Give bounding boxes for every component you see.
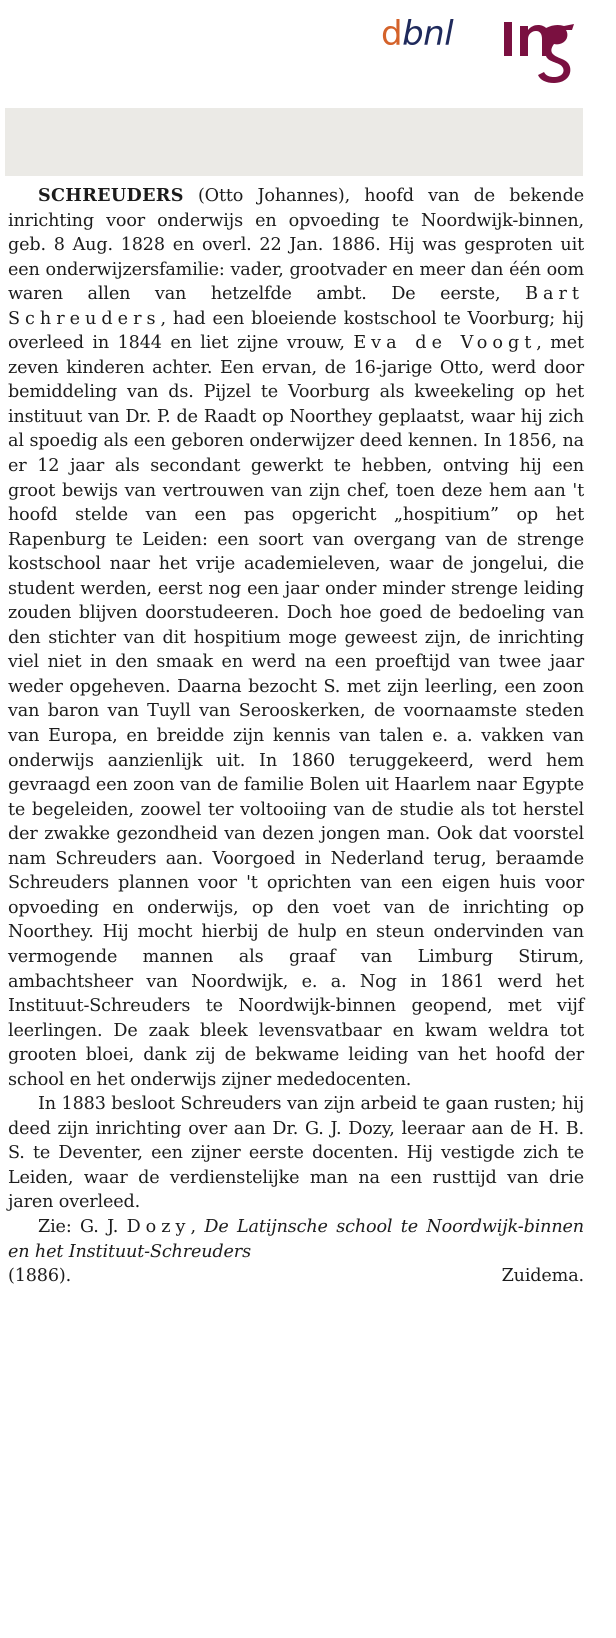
article-body [8, 184, 584, 1289]
dbnl-logo-bnl: bnl [402, 14, 454, 54]
headword: SCHREUDERS [38, 185, 184, 206]
paragraph-1 [8, 184, 584, 1092]
paragraph-2: In 1883 besloot Schreuders van zijn arbeid te gaan rusten; hij deed zijn inrichting over aan Dr. G. J. Dozy, leeraar aan de H. B. S. te Deventer, een zijner eerste docenten. Hij vestigde zich te Leiden, waar de verdienstelijke man na een rusttijd van drie jaren overleed. [8, 1094, 584, 1213]
dbnl-logo[interactable] [381, 14, 453, 54]
reference-author: Dozy [126, 1216, 191, 1237]
person-name: Eva de Voogt [353, 333, 537, 354]
reference-prefix: Zie: G. J. [38, 1216, 127, 1237]
paragraph-1-intro: (Otto Johannes), hoofd van de bekende inrichting voor onderwijs en opvoeding te Noordwijk-binnen, geb. 8 Aug. 1828 en overl. 22 Jan. 1886. Hij was gesproten uit een onderwijzersfamilie: vader, grootvader en meer dan één oom waren allen van hetzelfde ambt. De eerste, [8, 186, 584, 305]
reference-title: De Latijnsche school te Noordwijk-binnen en het Instituut-Schreuders [8, 1216, 584, 1262]
ing-logo-icon[interactable] [500, 12, 580, 96]
signature-row [8, 1264, 584, 1289]
banner-bar [5, 108, 583, 176]
person-name: Bart Schreuders [8, 284, 584, 329]
paragraph-1-rest: , met zeven kinderen achter. Een ervan, de 16-jarige Otto, werd door bemiddeling van ds. Pijzel te Voorburg als kweekeling op het instituut van Dr. P. de Raadt op Noorthey geplaatst, waar hij zich al spoedig als een geboren onderwijzer deed kennen. In 1856, na er 12 jaar als secondant gewerkt te hebben, ontving hij een groot bewijs van vertrouwen van zijn chef, toen deze hem aan 't hoofd stelde van een pas opgericht „hospitium” op het Rapenburg te Leiden: een soort van overgang van de strenge kostschool naar het vrije academieleven, waar de jongelui, die student werden, eerst nog een jaar onder minder strenge leiding zouden blijven doorstudeeren. Doch hoe goed de bedoeling van den stichter van dit hospitium moge geweest zijn, de inrichting viel niet in den smaak en werd na een proeftijd van twee jaar weder opgeheven. Daarna bezocht S. met zijn leerling, een zoon van baron van Tuyll van Serooskerken, de voornaamste steden van Europa, en breidde zijn kennis van talen e. a. vakken van onderwijs aanzienlijk uit. In 1860 teruggekeerd, werd hem gevraagd een zoon van de familie Bolen uit Haarlem naar Egypte te begeleiden, zoowel ter voltooiing van de studie als tot herstel der zwakke gezondheid van dezen jongen man. Ook dat voorstel nam Schreuders aan. Voorgoed in Nederland terug, beraamde Schreuders plannen voor 't oprichten van een eigen huis voor opvoeding en onderwijs, op den voet van de inrichting op Noorthey. Hij mocht hierbij de hulp en steun ondervinden van vermogende mannen als graaf van Limburg Stirum, ambachtsheer van Noordwijk, e. a. Nog in 1861 werd het Instituut-Schreuders te Noordwijk-binnen geopend, met vijf leerlingen. De zaak bleek levensvatbaar en kwam weldra tot grooten bloei, dank zij de bekwame leiding van het hoofd der school en het onderwijs zijner mededocenten. [8, 333, 584, 1090]
dbnl-logo-d: d [381, 14, 403, 54]
author-signature: Zuidema. [501, 1266, 584, 1287]
paragraph-1-mid: , had een bloeiende kostschool te Voorburg; hij overleed in 1844 en liet zijne vrouw, [8, 308, 584, 354]
reference-year: (1886). [8, 1266, 72, 1287]
paragraph-references [8, 1215, 584, 1264]
page-header [0, 0, 616, 108]
reference-sep: , [190, 1216, 205, 1237]
